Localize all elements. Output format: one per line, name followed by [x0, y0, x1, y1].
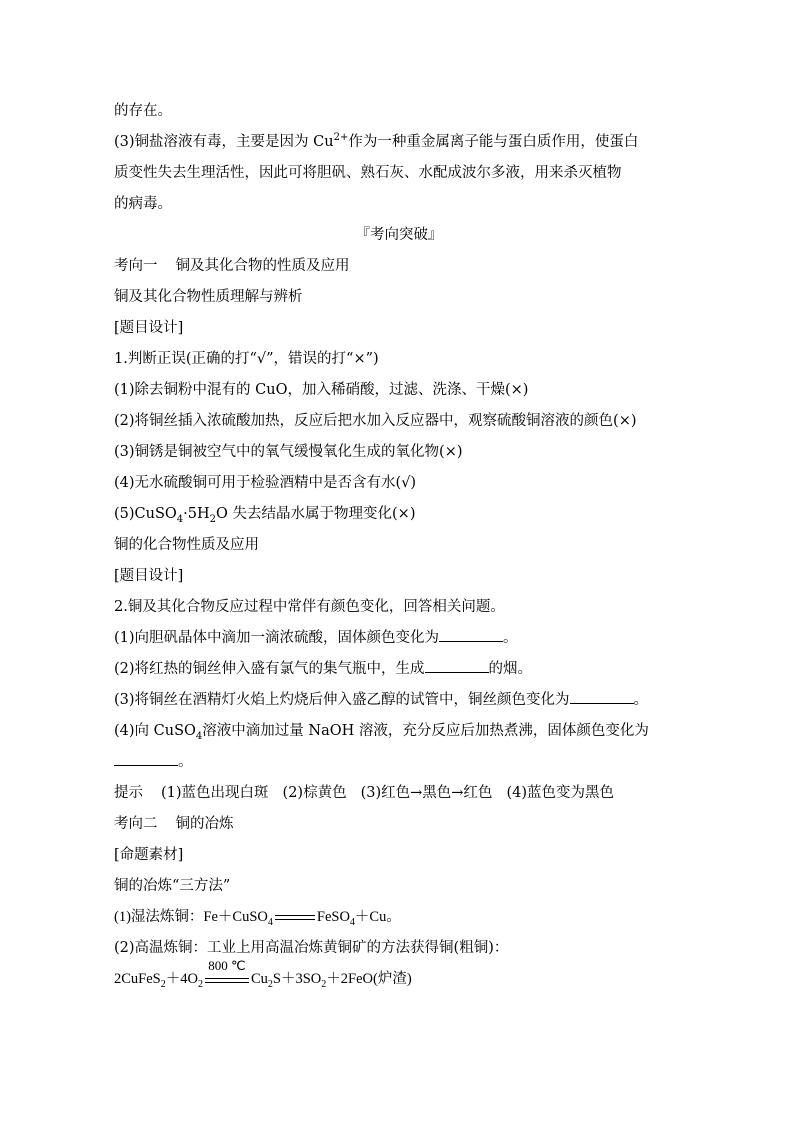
subscript: 2 — [160, 978, 166, 990]
equation-text: ＋4O — [165, 971, 198, 987]
method-text: (2)高温炼铜：工业上用高温冶炼黄铜矿的方法获得铜(粗铜)： — [114, 940, 509, 956]
text-line — [114, 158, 684, 189]
equation-text: S＋3SO — [272, 971, 322, 987]
method-text: FeSO — [316, 909, 350, 925]
hint-answer: (1)蓝色出现白斑 — [161, 785, 269, 801]
question-item — [114, 406, 684, 437]
answer-blank — [570, 702, 634, 704]
question-item-continuation — [114, 747, 684, 778]
subheading — [114, 871, 684, 902]
equals-sign — [275, 911, 315, 925]
tag-label — [114, 840, 684, 871]
hint-answer: (3)红色→黑色→红色 — [360, 785, 493, 801]
heading-label: 考向二 — [114, 816, 158, 832]
question-text: 1.判断正误(正确的打“√”，错误的打“×”) — [114, 351, 379, 367]
question-item — [114, 623, 684, 654]
question-item-text: (1)除去铜粉中混有的 CuO，加入稀硝酸，过滤、洗涤、干燥(×) — [114, 382, 529, 398]
subheading — [114, 530, 684, 561]
heading-title: 铜的冶炼 — [175, 816, 234, 832]
question-text: 2.铜及其化合物反应过程中常伴有颜色变化，回答相关问题。 — [114, 599, 505, 615]
text-line — [114, 189, 684, 220]
question-item-text: (3)铜锈是铜被空气中的氧气缓慢氧化生成的氧化物(×) — [114, 444, 463, 460]
question-item-text: 溶液中滴加过量 NaOH 溶液，充分反应后加热煮沸，固体颜色变化为 — [202, 723, 649, 739]
subscript: 4 — [176, 513, 184, 525]
subsection-heading — [114, 809, 684, 840]
subheading-text: 铜的化合物性质及应用 — [114, 537, 259, 553]
question-item-text: ·5H — [183, 506, 210, 522]
subheading-text: 铜的冶炼“三方法” — [114, 878, 231, 894]
question-item-text: 的烟。 — [488, 661, 533, 677]
subscript: 2 — [267, 978, 273, 990]
reaction-condition-sign — [205, 957, 249, 987]
paragraph-text: 的存在。 — [114, 103, 172, 119]
question-item-text: (4)向 CuSO — [114, 723, 196, 739]
paragraph-text: 的病毒。 — [114, 196, 172, 212]
question — [114, 344, 684, 375]
question-item-text: (2)将铜丝插入浓硫酸加热，反应后把水加入反应器中，观察硫酸铜溶液的颜色(×) — [114, 413, 637, 429]
question-item — [114, 654, 684, 685]
hint-label: 提示 — [114, 785, 143, 801]
document-page — [114, 96, 684, 995]
question-item-text: O 失去结晶水属于物理变化(×) — [216, 506, 416, 522]
answer-blank — [114, 764, 178, 766]
equals-sign — [205, 978, 249, 986]
question-item-text: (5)CuSO — [114, 506, 177, 522]
paragraph-text: 作为一种重金属离子能与蛋白质作用，使蛋白 — [348, 134, 639, 150]
tag-text: [命题素材] — [114, 847, 184, 863]
paragraph-text: (3)铜盐溶液有毒，主要是因为 Cu — [114, 134, 334, 150]
question-item — [114, 685, 684, 716]
subheading — [114, 282, 684, 313]
method-text: ＋Cu。 — [354, 909, 401, 925]
question-item-text: 。 — [633, 692, 649, 708]
text-line — [114, 127, 684, 158]
reaction-condition: 800 ℃ — [208, 957, 246, 973]
subscript: 2 — [209, 513, 217, 525]
question — [114, 592, 684, 623]
section-title-text: 『考向突破』 — [355, 227, 443, 243]
subheading-text: 铜及其化合物性质理解与辨析 — [114, 289, 303, 305]
question-item-text: (3)将铜丝在酒精灯火焰上灼烧后伸入盛乙醇的试管中，铜丝颜色变化为 — [114, 692, 570, 708]
question-item-text: (2)将红热的铜丝伸入盛有氯气的集气瓶中，生成 — [114, 661, 425, 677]
paragraph-text: 质变性失去生理活性，因此可将胆矾、熟石灰、水配成波尔多液，用来杀灭植物 — [114, 165, 622, 181]
superscript: 2+ — [333, 132, 349, 144]
subscript: 4 — [195, 730, 203, 742]
subscript: 4 — [267, 916, 273, 928]
chemical-equation — [114, 957, 684, 995]
question-item-text: 。 — [178, 754, 193, 770]
answer-blank — [425, 671, 489, 673]
method-line — [114, 933, 684, 964]
question-item — [114, 375, 684, 406]
answer-blank — [439, 640, 503, 642]
question-item — [114, 468, 684, 499]
heading-label: 考向一 — [114, 258, 158, 274]
question-item — [114, 499, 684, 530]
question-item — [114, 716, 684, 747]
subscript: 2 — [321, 978, 327, 990]
tag-text: [题目设计] — [114, 320, 184, 336]
tag-label — [114, 561, 684, 592]
hint-answer: (4)蓝色变为黑色 — [506, 785, 614, 801]
subscript: 4 — [349, 916, 355, 928]
hint-line — [114, 778, 684, 809]
text-line — [114, 96, 684, 127]
hint-answer: (2)棕黄色 — [282, 785, 347, 801]
method-line — [114, 902, 684, 933]
subscript: 2 — [197, 978, 203, 990]
subsection-heading — [114, 251, 684, 282]
method-text: (1)湿法炼铜：Fe＋CuSO — [114, 909, 268, 925]
question-item-text: 。 — [503, 630, 518, 646]
equation-text: 2CuFeS — [114, 971, 161, 987]
question-item-text: (1)向胆矾晶体中滴加一滴浓硫酸，固体颜色变化为 — [114, 630, 440, 646]
equation-text: Cu — [250, 971, 268, 987]
question-item-text: (4)无水硫酸铜可用于检验酒精中是否含有水(√) — [114, 475, 417, 491]
section-title — [114, 220, 684, 251]
tag-label — [114, 313, 684, 344]
question-item — [114, 437, 684, 468]
heading-title: 铜及其化合物的性质及应用 — [175, 258, 350, 274]
tag-text: [题目设计] — [114, 568, 184, 584]
equation-text: ＋2FeO(炉渣) — [326, 971, 412, 987]
